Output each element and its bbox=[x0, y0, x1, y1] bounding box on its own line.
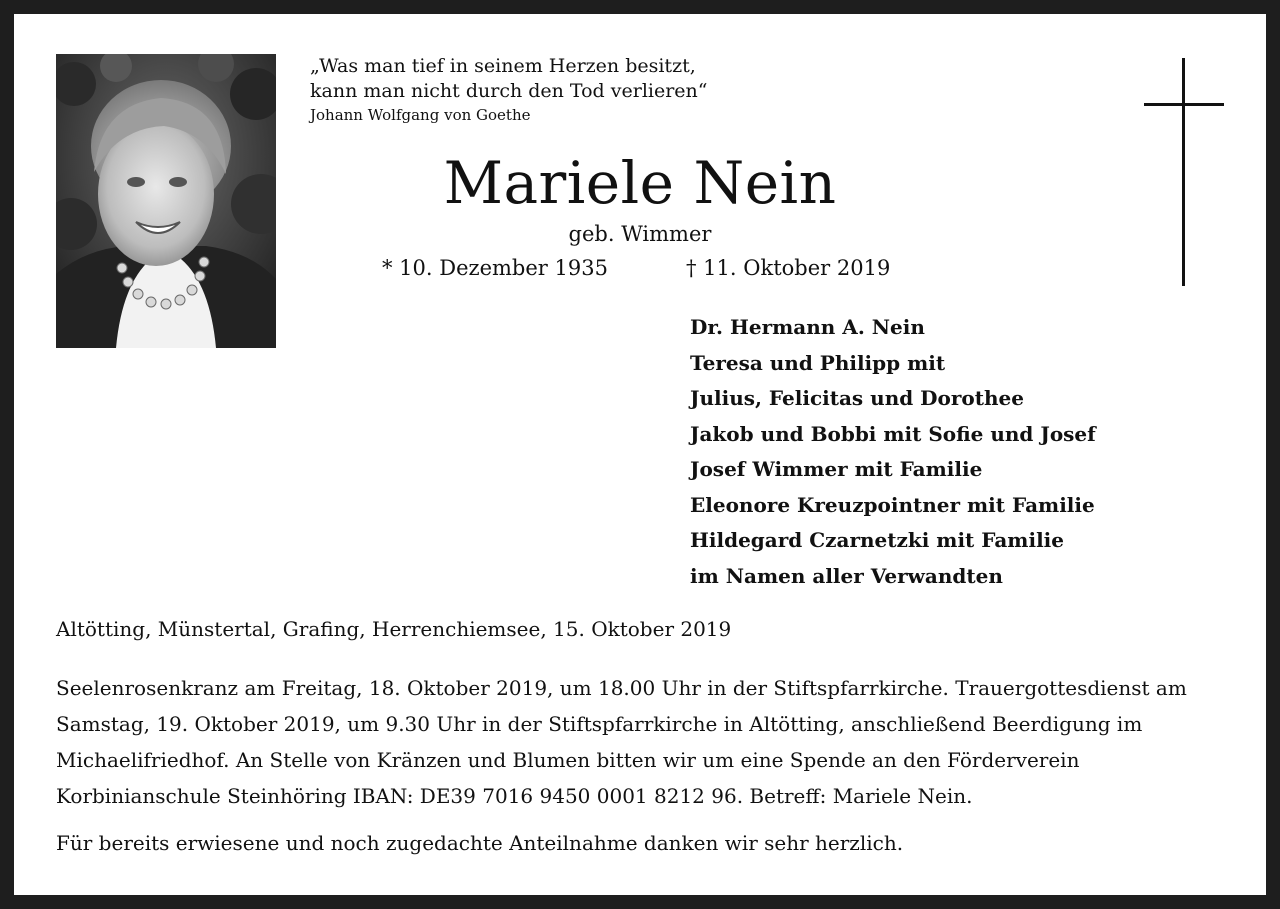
goethe-quote bbox=[310, 54, 930, 126]
mourner-line: Julius, Felicitas und Dorothee bbox=[690, 386, 1024, 410]
mourner-line: Dr. Hermann A. Nein bbox=[690, 315, 925, 339]
death-date: † 11. Oktober 2019 bbox=[686, 256, 891, 280]
thanks-note: Für bereits erwiesene und noch zugedachte Anteilnahme danken wir sehr herzlich. bbox=[56, 831, 904, 855]
mourner-line: Hildegard Czarnetzki mit Familie bbox=[690, 528, 1064, 552]
mourner-line: Jakob und Bobbi mit Sofie und Josef bbox=[690, 421, 1096, 446]
obituary-card bbox=[14, 14, 1266, 895]
service-details: Seelenrosenkranz am Freitag, 18. Oktober 2019, um 18.00 Uhr in der Stiftspfarrkirche. Trauergottesdienst am Samstag, 19. Oktober 2019, um 9.30 Uhr in der Stiftspfarrkirche in Altötting, anschließend Beerdigung im Michaelifriedhof. An Stelle von Kränzen und Blumen bitten wir um eine Spende an den Förderverein Korbinianschule Steinhöring IBAN: DE39 7016 9450 0001 8212 96. Betreff: Mariele Nein. bbox=[56, 676, 1187, 808]
mourner-line: Josef Wimmer mit Familie bbox=[690, 457, 983, 481]
mourners-list bbox=[690, 310, 1250, 594]
birth-date: * 10. Dezember 1935 bbox=[382, 256, 608, 280]
cross-icon bbox=[1144, 58, 1224, 286]
portrait-photo bbox=[56, 54, 276, 348]
mourner-line: Eleonore Kreuzpointner mit Familie bbox=[690, 492, 1095, 517]
mourner-line: im Namen aller Verwandten bbox=[690, 563, 1003, 588]
place-and-date: Altötting, Münstertal, Grafing, Herrenchiemsee, 15. Oktober 2019 bbox=[56, 617, 732, 641]
quote-line-2: kann man nicht durch den Tod verlieren“ bbox=[310, 80, 708, 102]
quote-author: Johann Wolfgang von Goethe bbox=[310, 106, 531, 124]
quote-line-1: „Was man tief in seinem Herzen besitzt, bbox=[310, 55, 696, 77]
deceased-name: Mariele Nein bbox=[443, 149, 837, 217]
maiden-name: geb. Wimmer bbox=[568, 222, 712, 246]
mourner-line: Teresa und Philipp mit bbox=[690, 350, 946, 375]
